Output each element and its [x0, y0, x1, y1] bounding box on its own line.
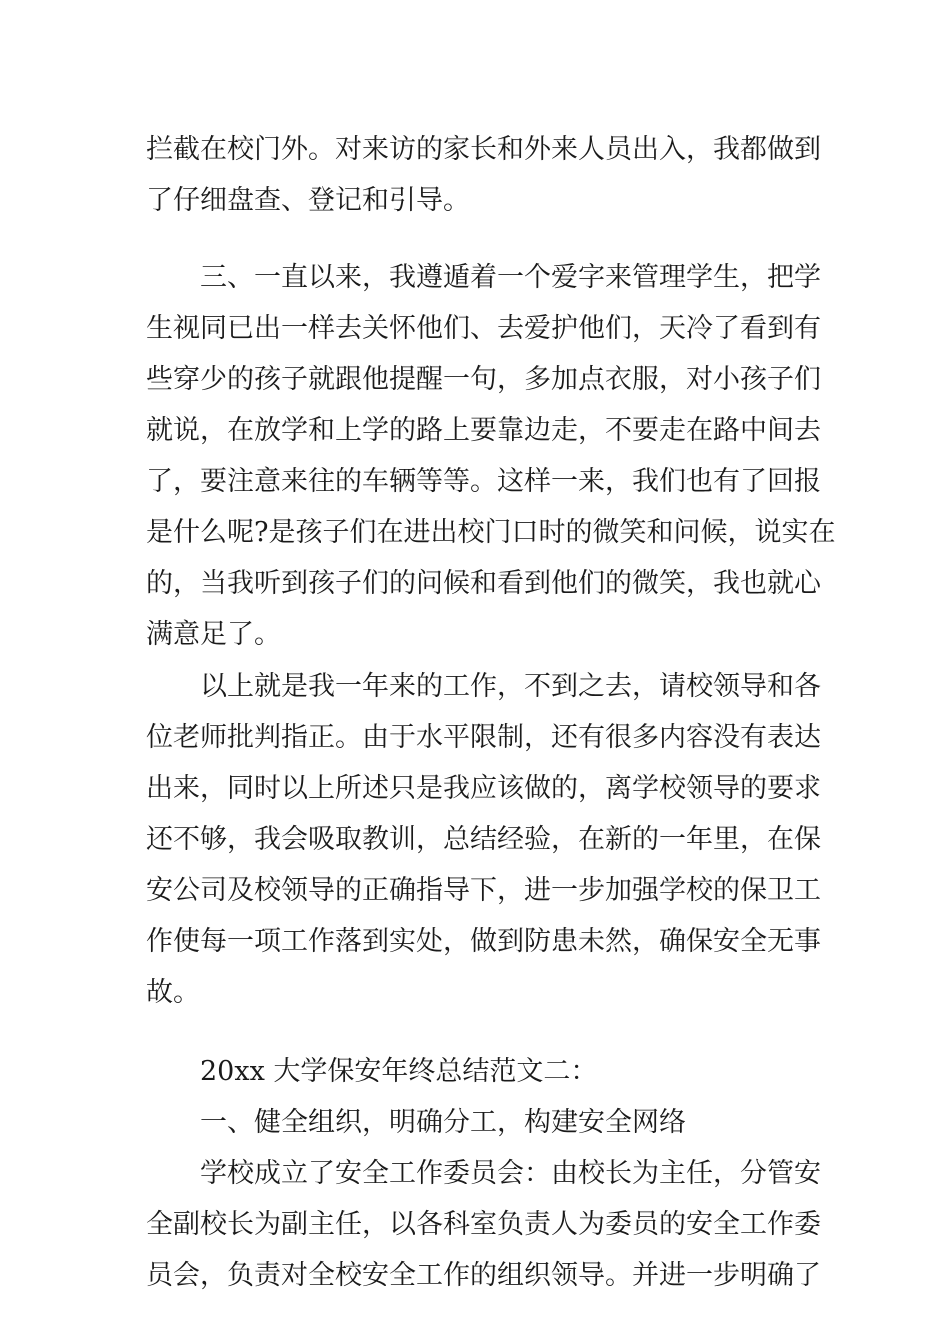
text-line: 以上就是我一年来的工作，不到之去，请校领导和各 — [200, 671, 821, 702]
text-line: 安公司及校领导的正确指导下，进一步加强学校的保卫工 — [146, 875, 821, 906]
text-line: 作使每一项工作落到实处，做到防患未然，确保安全无事 — [146, 926, 821, 957]
section-heading: 一、健全组织，明确分工，构建安全网络 — [200, 1107, 686, 1138]
text-line: 的，当我听到孩子们的问候和看到他们的微笑，我也就心 — [146, 568, 821, 599]
text-line: 学校成立了安全工作委员会：由校长为主任，分管安 — [200, 1158, 821, 1189]
text-line: 是什么呢?是孩子们在进出校门口时的微笑和问候，说实在 — [146, 517, 836, 548]
text-line: 故。 — [146, 977, 200, 1008]
text-line: 些穿少的孩子就跟他提醒一句，多加点衣服，对小孩子们 — [146, 364, 821, 395]
text-line: 位老师批判指正。由于水平限制，还有很多内容没有表达 — [146, 722, 821, 753]
text-line: 三、一直以来，我遵遁着一个爱字来管理学生，把学 — [200, 262, 821, 293]
text-line: 出来，同时以上所述只是我应该做的，离学校领导的要求 — [146, 773, 821, 804]
text-line: 拦截在校门外。对来访的家长和外来人员出入，我都做到 — [146, 134, 821, 165]
text-line: 生视同已出一样去关怀他们、去爱护他们，天冷了看到有 — [146, 313, 821, 344]
text-line: 员会，负责对全校安全工作的组织领导。并进一步明确了 — [146, 1260, 821, 1291]
text-line: 还不够，我会吸取教训，总结经验，在新的一年里，在保 — [146, 824, 821, 855]
text-line: 了，要注意来往的车辆等等。这样一来，我们也有了回报 — [146, 466, 821, 497]
section-heading: 20xx 大学保安年终总结范文二： — [200, 1056, 598, 1087]
text-line: 全副校长为副主任，以各科室负责人为委员的安全工作委 — [146, 1209, 821, 1240]
text-line: 就说，在放学和上学的路上要靠边走，不要走在路中间去 — [146, 415, 821, 446]
text-line: 了仔细盘查、登记和引导。 — [146, 185, 470, 216]
text-line: 满意足了。 — [146, 619, 281, 650]
